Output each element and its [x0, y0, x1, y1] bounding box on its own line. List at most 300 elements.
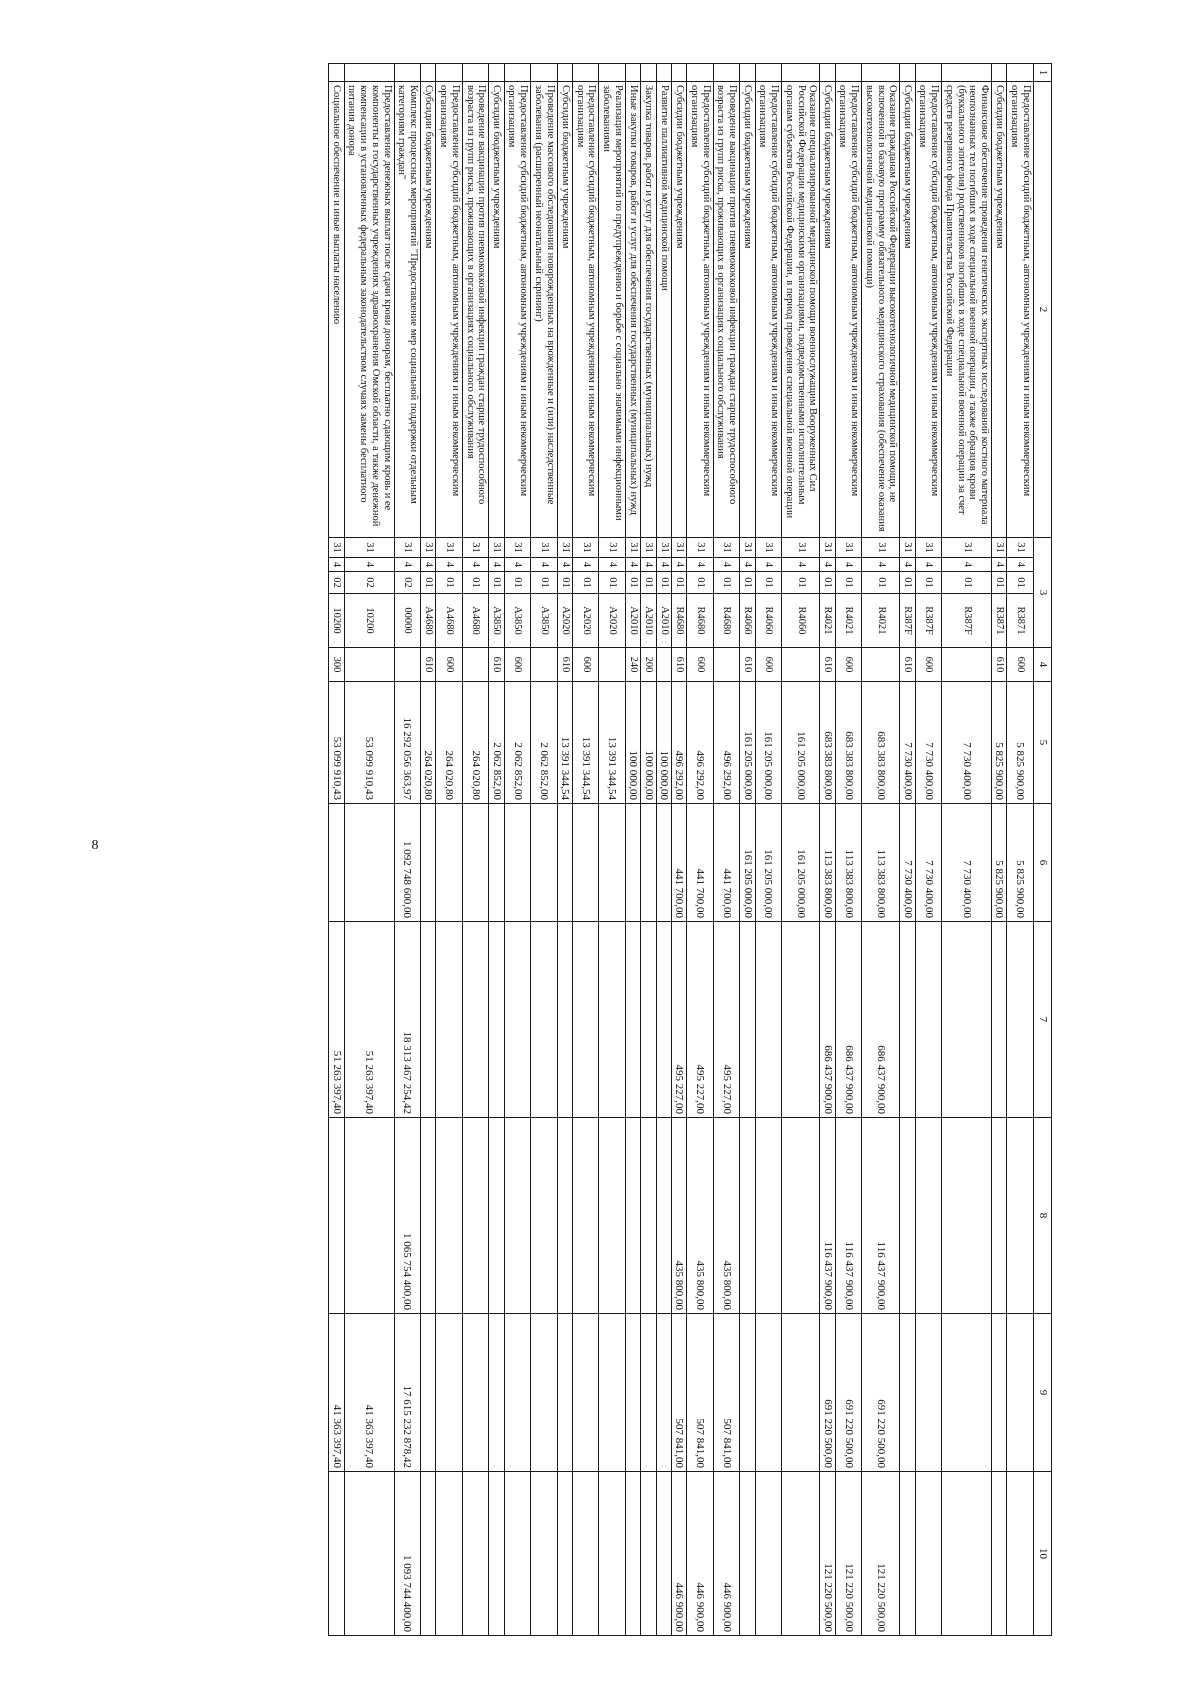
row-number-cell [421, 64, 436, 82]
program-code-cell: 31 [835, 538, 862, 558]
header-cell: 1 [1034, 64, 1052, 82]
amount-col10-cell: 446 900,00 [687, 1472, 714, 1636]
expense-type-cell: 600 [436, 648, 463, 682]
amount-col10-cell [942, 1472, 992, 1636]
amount-col7-cell [740, 922, 755, 1118]
row-number-cell [942, 64, 992, 82]
subprogram-code-cell: 4 [915, 558, 942, 572]
table-row [835, 64, 862, 1636]
table-row [915, 64, 942, 1636]
amount-col6-cell: 1 092 748 600,00 [394, 804, 421, 922]
amount-col6-cell [329, 804, 344, 922]
amount-col6-cell [421, 804, 436, 922]
activity-code-cell: 01 [599, 572, 626, 594]
amount-col5-cell: 264 020,80 [462, 682, 489, 804]
amount-col9-cell [573, 1314, 600, 1472]
row-number-cell [344, 64, 394, 82]
direction-code-cell: A2010 [626, 594, 641, 648]
activity-code-cell: 01 [557, 572, 572, 594]
subprogram-code-cell: 4 [740, 558, 755, 572]
amount-col10-cell [329, 1472, 344, 1636]
direction-code-cell: A3850 [489, 594, 504, 648]
item-name-cell: Предоставление субсидий бюджетным, автономным учреждениям и иным некоммерческим организациям [915, 82, 942, 538]
amount-col8-cell: 116 437 900,00 [862, 1118, 900, 1314]
amount-col6-cell: 441 700,00 [713, 804, 740, 922]
amount-col9-cell [599, 1314, 626, 1472]
amount-col10-cell [557, 1472, 572, 1636]
direction-code-cell: R3871 [1007, 594, 1034, 648]
expense-type-cell [942, 648, 992, 682]
subprogram-code-cell: 4 [489, 558, 504, 572]
row-number-cell [915, 64, 942, 82]
expense-type-cell [394, 648, 421, 682]
amount-col8-cell [599, 1118, 626, 1314]
item-name-cell: Проведение вакцинации против пневмококковой инфекции граждан старше трудоспособного возраста из групп риска, проживающих в организациях социального обслуживания [713, 82, 740, 538]
activity-code-cell: 01 [755, 572, 782, 594]
activity-code-cell: 01 [835, 572, 862, 594]
amount-col8-cell [329, 1118, 344, 1314]
direction-code-cell: A3850 [531, 594, 558, 648]
amount-col8-cell [573, 1118, 600, 1314]
direction-code-cell: R4021 [862, 594, 900, 648]
amount-col7-cell: 18 313 467 254,42 [394, 922, 421, 1118]
item-name-cell: Финансовое обеспечение проведения генетических экспертных исследований костного материала неопознанных тел погибших в ходе специальной военной операции, а также образцов крови (буккального эпителия) родственников погибших в ходе специальной военной операции за счет средств резервного фонда Правительства Российской Федерации [942, 82, 992, 538]
amount-col5-cell: 161 205 000,00 [740, 682, 755, 804]
amount-col7-cell [462, 922, 489, 1118]
item-name-cell: Предоставление субсидий бюджетным, автономным учреждениям и иным некоммерческим организациям [436, 82, 463, 538]
amount-col8-cell: 435 800,00 [713, 1118, 740, 1314]
item-name-cell: Субсидии бюджетным учреждениям [740, 82, 755, 538]
subprogram-code-cell: 4 [862, 558, 900, 572]
amount-col10-cell [462, 1472, 489, 1636]
expense-type-cell: 610 [671, 648, 686, 682]
row-number-cell [489, 64, 504, 82]
amount-col9-cell [421, 1314, 436, 1472]
subprogram-code-cell: 4 [421, 558, 436, 572]
item-name-cell: Предоставление субсидий бюджетным, автономным учреждениям и иным некоммерческим организациям [755, 82, 782, 538]
direction-code-cell: A2010 [641, 594, 656, 648]
rotated-table-container [114, 63, 1052, 1635]
expense-type-cell: 610 [820, 648, 835, 682]
amount-col5-cell: 683 383 800,00 [835, 682, 862, 804]
amount-col5-cell: 2 062 852,00 [504, 682, 531, 804]
direction-code-cell: A3850 [504, 594, 531, 648]
activity-code-cell: 01 [992, 572, 1007, 594]
activity-code-cell: 01 [915, 572, 942, 594]
item-name-cell: Субсидии бюджетным учреждениям [900, 82, 915, 538]
direction-code-cell: R4021 [820, 594, 835, 648]
amount-col6-cell [489, 804, 504, 922]
amount-col7-cell [915, 922, 942, 1118]
program-code-cell: 31 [900, 538, 915, 558]
amount-col6-cell [599, 804, 626, 922]
amount-col6-cell: 5 825 900,00 [992, 804, 1007, 922]
amount-col5-cell: 7 730 400,00 [915, 682, 942, 804]
amount-col7-cell [504, 922, 531, 1118]
item-name-cell: Комплекс процессных мероприятий "Предоставление мер социальной поддержки отдельным категориям граждан" [394, 82, 421, 538]
subprogram-code-cell: 4 [504, 558, 531, 572]
amount-col8-cell [462, 1118, 489, 1314]
item-name-cell: Предоставление субсидий бюджетным, автономным учреждениям и иным некоммерческим организациям [1007, 82, 1034, 538]
subprogram-code-cell: 4 [436, 558, 463, 572]
row-number-cell [740, 64, 755, 82]
amount-col6-cell: 7 730 400,00 [900, 804, 915, 922]
direction-code-cell: A2020 [599, 594, 626, 648]
direction-code-cell: R4060 [755, 594, 782, 648]
amount-col10-cell [992, 1472, 1007, 1636]
amount-col6-cell: 7 730 400,00 [942, 804, 992, 922]
direction-code-cell: 00000 [394, 594, 421, 648]
amount-col10-cell: 446 900,00 [671, 1472, 686, 1636]
direction-code-cell: A4680 [462, 594, 489, 648]
header-cell: 9 [1034, 1314, 1052, 1472]
program-code-cell: 31 [1007, 538, 1034, 558]
item-name-cell: Предоставление субсидий бюджетным, автономным учреждениям и иным некоммерческим организациям [573, 82, 600, 538]
amount-col5-cell: 7 730 400,00 [900, 682, 915, 804]
amount-col9-cell: 507 841,00 [713, 1314, 740, 1472]
amount-col8-cell [436, 1118, 463, 1314]
subprogram-code-cell: 4 [755, 558, 782, 572]
activity-code-cell: 01 [687, 572, 714, 594]
amount-col6-cell: 441 700,00 [687, 804, 714, 922]
amount-col9-cell: 691 220 500,00 [862, 1314, 900, 1472]
table-row [462, 64, 489, 1636]
subprogram-code-cell: 4 [531, 558, 558, 572]
expense-type-cell: 600 [755, 648, 782, 682]
amount-col7-cell: 495 227,00 [713, 922, 740, 1118]
row-number-cell [462, 64, 489, 82]
program-code-cell: 31 [755, 538, 782, 558]
amount-col8-cell [740, 1118, 755, 1314]
row-number-cell [820, 64, 835, 82]
item-name-cell: Предоставление субсидий бюджетным, автономным учреждениям и иным некоммерческим организациям [687, 82, 714, 538]
table-row [329, 64, 344, 1636]
item-name-cell: Оказание специализированной медицинской помощи военнослужащим Вооруженных Сил Российской Федерации медицинскими организациями, подведомственными исполнительным органам субъектов Российской Федерации, в период проведения специальной военной операции [782, 82, 820, 538]
amount-col5-cell: 5 825 900,00 [992, 682, 1007, 804]
activity-code-cell: 01 [641, 572, 656, 594]
program-code-cell: 31 [740, 538, 755, 558]
amount-col8-cell [1007, 1118, 1034, 1314]
program-code-cell: 31 [421, 538, 436, 558]
table-row [992, 64, 1007, 1636]
activity-code-cell: 02 [344, 572, 394, 594]
activity-code-cell: 01 [462, 572, 489, 594]
expense-type-cell [531, 648, 558, 682]
expense-type-cell: 600 [504, 648, 531, 682]
program-code-cell: 31 [531, 538, 558, 558]
amount-col9-cell [641, 1314, 656, 1472]
row-number-cell [835, 64, 862, 82]
amount-col7-cell [1007, 922, 1034, 1118]
expense-type-cell: 610 [992, 648, 1007, 682]
amount-col5-cell: 7 730 400,00 [942, 682, 992, 804]
header-cell: 7 [1034, 922, 1052, 1118]
amount-col7-cell [992, 922, 1007, 1118]
activity-code-cell: 01 [421, 572, 436, 594]
row-number-cell [782, 64, 820, 82]
activity-code-cell: 01 [862, 572, 900, 594]
table-row [713, 64, 740, 1636]
table-row [626, 64, 641, 1636]
amount-col8-cell [656, 1118, 671, 1314]
amount-col5-cell: 100 000,00 [656, 682, 671, 804]
amount-col6-cell [557, 804, 572, 922]
amount-col9-cell: 41 363 397,40 [344, 1314, 394, 1472]
table-row [599, 64, 626, 1636]
table-row [740, 64, 755, 1636]
amount-col6-cell [436, 804, 463, 922]
amount-col10-cell [1007, 1472, 1034, 1636]
amount-col8-cell: 1 065 754 400,00 [394, 1118, 421, 1314]
subprogram-code-cell: 4 [900, 558, 915, 572]
amount-col7-cell [573, 922, 600, 1118]
program-code-cell: 31 [992, 538, 1007, 558]
header-cell: 3 [1034, 538, 1052, 648]
activity-code-cell: 01 [656, 572, 671, 594]
amount-col5-cell: 161 205 000,00 [755, 682, 782, 804]
direction-code-cell: R4060 [740, 594, 755, 648]
amount-col8-cell [531, 1118, 558, 1314]
program-code-cell: 31 [557, 538, 572, 558]
expense-type-cell: 600 [573, 648, 600, 682]
row-number-cell [755, 64, 782, 82]
program-code-cell: 31 [656, 538, 671, 558]
expense-type-cell [599, 648, 626, 682]
amount-col10-cell: 121 220 500,00 [862, 1472, 900, 1636]
program-code-cell: 31 [820, 538, 835, 558]
amount-col5-cell: 2 062 852,00 [489, 682, 504, 804]
amount-col5-cell: 264 020,80 [436, 682, 463, 804]
direction-code-cell: R4680 [713, 594, 740, 648]
item-name-cell: Иные закупки товаров, работ и услуг для обеспечения государственных (муниципальных) нужд [626, 82, 641, 538]
subprogram-code-cell: 4 [942, 558, 992, 572]
amount-col7-cell: 686 437 900,00 [820, 922, 835, 1118]
row-number-cell [573, 64, 600, 82]
table-row [862, 64, 900, 1636]
amount-col5-cell: 100 000,00 [641, 682, 656, 804]
subprogram-code-cell: 4 [713, 558, 740, 572]
amount-col7-cell [942, 922, 992, 1118]
amount-col7-cell [531, 922, 558, 1118]
amount-col8-cell [557, 1118, 572, 1314]
amount-col5-cell: 13 391 344,54 [557, 682, 572, 804]
expense-type-cell: 610 [421, 648, 436, 682]
direction-code-cell: R387F [900, 594, 915, 648]
table-row [755, 64, 782, 1636]
table-row [394, 64, 421, 1636]
amount-col8-cell [504, 1118, 531, 1314]
expense-type-cell: 610 [489, 648, 504, 682]
activity-code-cell: 01 [820, 572, 835, 594]
amount-col8-cell [942, 1118, 992, 1314]
amount-col9-cell: 41 363 397,40 [329, 1314, 344, 1472]
table-row [489, 64, 504, 1636]
amount-col10-cell: 446 900,00 [713, 1472, 740, 1636]
amount-col6-cell [504, 804, 531, 922]
amount-col6-cell: 5 825 900,00 [1007, 804, 1034, 922]
amount-col5-cell: 496 292,00 [671, 682, 686, 804]
header-cell: 5 [1034, 682, 1052, 804]
item-name-cell: Предоставление субсидий бюджетным, автономным учреждениям и иным некоммерческим организациям [504, 82, 531, 538]
amount-col8-cell [641, 1118, 656, 1314]
direction-code-cell: R387F [915, 594, 942, 648]
amount-col9-cell [1007, 1314, 1034, 1472]
program-code-cell: 31 [687, 538, 714, 558]
subprogram-code-cell: 4 [599, 558, 626, 572]
item-name-cell: Субсидии бюджетным учреждениям [820, 82, 835, 538]
row-number-cell [436, 64, 463, 82]
activity-code-cell: 01 [436, 572, 463, 594]
subprogram-code-cell: 4 [1007, 558, 1034, 572]
amount-col6-cell: 113 383 800,00 [820, 804, 835, 922]
amount-col5-cell: 496 292,00 [713, 682, 740, 804]
amount-col9-cell [740, 1314, 755, 1472]
table-row [656, 64, 671, 1636]
item-name-cell: Проведение вакцинации против пневмококковой инфекции граждан старше трудоспособного возраста из групп риска, проживающих в организациях социального обслуживания [462, 82, 489, 538]
subprogram-code-cell: 4 [573, 558, 600, 572]
amount-col8-cell [489, 1118, 504, 1314]
amount-col9-cell [626, 1314, 641, 1472]
amount-col7-cell [626, 922, 641, 1118]
item-name-cell: Субсидии бюджетным учреждениям [671, 82, 686, 538]
program-code-cell: 31 [915, 538, 942, 558]
table-row [641, 64, 656, 1636]
header-cell: 2 [1034, 82, 1052, 538]
item-name-cell: Развитие паллиативной медицинской помощи [656, 82, 671, 538]
amount-col6-cell [344, 804, 394, 922]
program-code-cell: 31 [462, 538, 489, 558]
item-name-cell: Предоставление субсидий бюджетным, автономным учреждениям и иным некоммерческим организациям [835, 82, 862, 538]
expense-type-cell: 610 [740, 648, 755, 682]
table-row [782, 64, 820, 1636]
direction-code-cell: R4060 [782, 594, 820, 648]
row-number-cell [1007, 64, 1034, 82]
amount-col5-cell: 16 292 056 363,97 [394, 682, 421, 804]
amount-col10-cell [915, 1472, 942, 1636]
header-cell: 4 [1034, 648, 1052, 682]
header-cell: 10 [1034, 1472, 1052, 1636]
row-number-cell [557, 64, 572, 82]
amount-col8-cell [900, 1118, 915, 1314]
amount-col10-cell [641, 1472, 656, 1636]
amount-col5-cell: 683 383 800,00 [862, 682, 900, 804]
row-number-cell [329, 64, 344, 82]
amount-col10-cell [626, 1472, 641, 1636]
direction-code-cell: 10200 [344, 594, 394, 648]
amount-col9-cell [557, 1314, 572, 1472]
amount-col6-cell: 161 205 000,00 [755, 804, 782, 922]
amount-col10-cell [573, 1472, 600, 1636]
program-code-cell: 31 [394, 538, 421, 558]
amount-col5-cell: 161 205 000,00 [782, 682, 820, 804]
amount-col5-cell: 683 383 800,00 [820, 682, 835, 804]
expense-type-cell [656, 648, 671, 682]
program-code-cell: 31 [489, 538, 504, 558]
activity-code-cell: 01 [782, 572, 820, 594]
expense-type-cell: 610 [557, 648, 572, 682]
subprogram-code-cell: 4 [992, 558, 1007, 572]
amount-col6-cell [626, 804, 641, 922]
amount-col10-cell [755, 1472, 782, 1636]
program-code-cell: 31 [436, 538, 463, 558]
table-row [557, 64, 572, 1636]
amount-col10-cell [782, 1472, 820, 1636]
table-row [687, 64, 714, 1636]
amount-col8-cell [755, 1118, 782, 1314]
amount-col8-cell: 435 800,00 [671, 1118, 686, 1314]
subprogram-code-cell: 4 [641, 558, 656, 572]
amount-col9-cell [755, 1314, 782, 1472]
amount-col5-cell: 264 020,80 [421, 682, 436, 804]
amount-col7-cell: 686 437 900,00 [862, 922, 900, 1118]
amount-col9-cell [504, 1314, 531, 1472]
amount-col7-cell: 686 437 900,00 [835, 922, 862, 1118]
amount-col7-cell [900, 922, 915, 1118]
amount-col6-cell [531, 804, 558, 922]
amount-col9-cell [436, 1314, 463, 1472]
direction-code-cell: A4680 [421, 594, 436, 648]
amount-col8-cell: 116 437 900,00 [820, 1118, 835, 1314]
expense-type-cell: 600 [1007, 648, 1034, 682]
amount-col8-cell [782, 1118, 820, 1314]
subprogram-code-cell: 4 [656, 558, 671, 572]
direction-code-cell: R4680 [687, 594, 714, 648]
amount-col5-cell: 53 099 910,43 [329, 682, 344, 804]
amount-col7-cell: 51 263 397,40 [344, 922, 394, 1118]
expense-type-cell [344, 648, 394, 682]
activity-code-cell: 01 [900, 572, 915, 594]
amount-col5-cell: 53 099 910,43 [344, 682, 394, 804]
direction-code-cell: R4680 [671, 594, 686, 648]
table-row [531, 64, 558, 1636]
amount-col7-cell: 495 227,00 [687, 922, 714, 1118]
item-name-cell: Субсидии бюджетным учреждениям [421, 82, 436, 538]
amount-col9-cell [462, 1314, 489, 1472]
amount-col7-cell [489, 922, 504, 1118]
table-row [900, 64, 915, 1636]
amount-col7-cell [656, 922, 671, 1118]
amount-col5-cell: 13 391 344,54 [573, 682, 600, 804]
direction-code-cell: A4680 [436, 594, 463, 648]
amount-col9-cell [942, 1314, 992, 1472]
amount-col5-cell: 496 292,00 [687, 682, 714, 804]
amount-col9-cell [656, 1314, 671, 1472]
program-code-cell: 31 [626, 538, 641, 558]
activity-code-cell: 01 [942, 572, 992, 594]
direction-code-cell: A2010 [656, 594, 671, 648]
program-code-cell: 31 [942, 538, 992, 558]
activity-code-cell: 02 [329, 572, 344, 594]
amount-col9-cell: 691 220 500,00 [820, 1314, 835, 1472]
item-name-cell: Реализация мероприятий по предупреждению и борьбе с социально значимыми инфекционными заболеваниями [599, 82, 626, 538]
activity-code-cell: 01 [504, 572, 531, 594]
direction-code-cell: A2020 [573, 594, 600, 648]
activity-code-cell: 01 [626, 572, 641, 594]
budget-table [328, 63, 1052, 1636]
item-name-cell: Субсидии бюджетным учреждениям [489, 82, 504, 538]
amount-col10-cell: 121 220 500,00 [820, 1472, 835, 1636]
header-cell: 6 [1034, 804, 1052, 922]
activity-code-cell: 01 [573, 572, 600, 594]
row-number-cell [641, 64, 656, 82]
row-number-cell [504, 64, 531, 82]
direction-code-cell: A2020 [557, 594, 572, 648]
activity-code-cell: 01 [489, 572, 504, 594]
amount-col6-cell: 113 383 800,00 [862, 804, 900, 922]
subprogram-code-cell: 4 [671, 558, 686, 572]
item-name-cell: Социальное обеспечение и иные выплаты населению [329, 82, 344, 538]
activity-code-cell: 01 [671, 572, 686, 594]
